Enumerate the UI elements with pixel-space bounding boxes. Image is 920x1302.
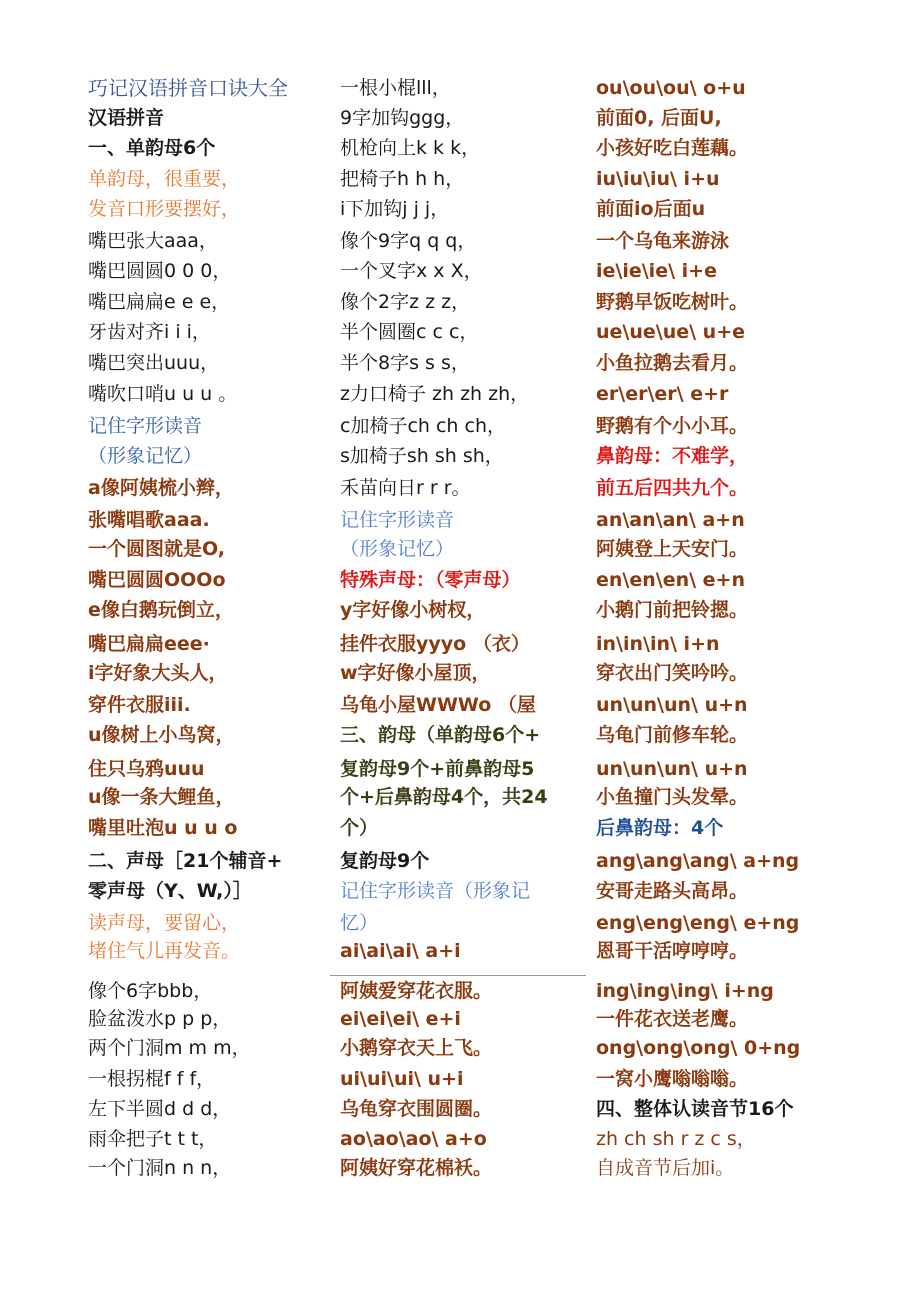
- col1-line: 嘴巴扁扁e e e，: [88, 291, 231, 313]
- col1-line: 单韵母，很重要，: [88, 168, 241, 190]
- col2-line: 机枪向上k k k，: [340, 137, 481, 159]
- col1-line: 嘴巴张大aaa，: [88, 230, 218, 252]
- col3-line: ong\ong\ong\ 0+ng: [596, 1037, 801, 1059]
- col2-line: 阿姨好穿花棉袄。: [340, 1157, 493, 1179]
- col2-line: 特殊声母：（零声母）: [340, 569, 521, 591]
- col3-line: an\an\an\ a+n: [596, 509, 745, 531]
- col1-line: 雨伞把子t t t，: [88, 1128, 218, 1150]
- col1-line: 汉语拼音: [88, 107, 165, 129]
- col1-line: 张嘴唱歌aaa.: [88, 509, 210, 531]
- col3-line: 后鼻韵母：4个: [596, 817, 724, 839]
- col2-line: ei\ei\ei\ e+i: [340, 1008, 461, 1030]
- col1-line: 一个圆图就是O,: [88, 538, 225, 560]
- col2-line: y字好像小树杈，: [340, 599, 486, 621]
- col3-line: 乌龟门前修车轮。: [596, 724, 749, 746]
- col1-line: 牙齿对齐i i i，: [88, 321, 211, 343]
- col3-line: 穿衣出门笑吟吟。: [596, 662, 749, 684]
- col3-line: 阿姨登上天安门。: [596, 538, 749, 560]
- col2-line: ao\ao\ao\ a+o: [340, 1128, 487, 1150]
- col3-line: in\in\in\ i+n: [596, 633, 720, 655]
- col3-line: 野鹅早饭吃树叶。: [596, 291, 749, 313]
- col2-line: 记住字形读音（形象记: [340, 880, 531, 902]
- col1-line: 记住字形读音: [88, 415, 203, 437]
- col3-line: un\un\un\ u+n: [596, 758, 748, 780]
- col3-line: 一件花衣送老鹰。: [596, 1008, 749, 1030]
- col3-line: 安哥走路头高昂。: [596, 880, 749, 902]
- col2-line: 挂件衣服yyyo （衣）: [340, 633, 530, 655]
- col3-line: 小鹅门前把铃摁。: [596, 599, 749, 621]
- col3-line: iu\iu\iu\ i+u: [596, 168, 720, 190]
- col2-line: 个+后鼻韵母4个，共24: [340, 786, 548, 808]
- col2-line: 半个8字s s s，: [340, 352, 470, 374]
- col1-line: 零声母（Y、W,）］: [88, 880, 252, 902]
- col1-line: 像个6字bbb，: [88, 980, 213, 1002]
- col2-line: 像个2字z z z，: [340, 291, 471, 313]
- col1-line: 嘴巴圆圆0 0 0，: [88, 260, 232, 282]
- col2-line: 小鹅穿衣天上飞。: [340, 1037, 493, 1059]
- col1-line: 嘴吹口哨u u u 。: [88, 383, 238, 405]
- col1-line: u像树上小鸟窝，: [88, 724, 235, 746]
- col1-line: 嘴里吐泡u u u o: [88, 817, 238, 839]
- col3-line: en\en\en\ e+n: [596, 569, 746, 591]
- col2-line: z力口椅子 zh zh zh，: [340, 383, 530, 405]
- col3-line: 四、整体认读音节16个: [596, 1098, 794, 1120]
- col1-line: 一个门洞n n n，: [88, 1157, 232, 1179]
- col1-line: e像白鹅玩倒立，: [88, 599, 234, 621]
- col2-line: 乌龟穿衣围圆圈。: [340, 1098, 493, 1120]
- col3-line: 鼻韵母：不难学，: [596, 445, 749, 467]
- col3-line: ie\ie\ie\ i+e: [596, 260, 717, 282]
- col2-line: 忆）: [340, 912, 379, 934]
- col2-line: 记住字形读音: [340, 509, 455, 531]
- col1-line: 发音口形要摆好，: [88, 198, 241, 220]
- col1-line: 一根拐棍f f f，: [88, 1068, 216, 1090]
- col1-line: u像一条大鲤鱼，: [88, 786, 235, 808]
- col2-line: 像个9字q q q，: [340, 230, 477, 252]
- col1-line: i字好象大头人，: [88, 662, 228, 684]
- col3-line: zh ch sh r z c s，: [596, 1128, 756, 1150]
- col2-line: 三、韵母（单韵母6个+: [340, 724, 541, 746]
- col1-line: （形象记忆）: [88, 445, 203, 467]
- col3-line: 一个乌龟来游泳: [596, 230, 730, 252]
- col2-line: （形象记忆）: [340, 538, 455, 560]
- col1-line: 嘴巴圆圆OOOo: [88, 569, 226, 591]
- col3-line: 前面0, 后面U,: [596, 107, 722, 129]
- col2-line: ui\ui\ui\ u+i: [340, 1068, 464, 1090]
- col3-line: 一窝小鹰嗡嗡嗡。: [596, 1068, 749, 1090]
- col1-line: 读声母，要留心，: [88, 912, 241, 934]
- col1-line: 两个门洞m m m，: [88, 1037, 251, 1059]
- col2-line: 个）: [340, 817, 379, 839]
- col2-line: i下加钩j j j，: [340, 198, 450, 220]
- col1-line: a像阿姨梳小辫，: [88, 477, 234, 499]
- col3-line: 小鱼撞门头发晕。: [596, 786, 749, 808]
- col2-line: 复韵母9个: [340, 850, 430, 872]
- col2-line: 乌龟小屋WWWo （屋: [340, 694, 536, 716]
- col2-line: 复韵母9个+前鼻韵母5: [340, 758, 535, 780]
- col3-line: 小孩好吃白莲藕。: [596, 137, 749, 159]
- col2-line: s加椅子sh sh sh，: [340, 445, 504, 467]
- col1-line: 巧记汉语拼音口诀大全: [88, 76, 288, 100]
- col3-line: ue\ue\ue\ u+e: [596, 321, 746, 343]
- col1-line: 堵住气儿再发音。: [88, 940, 241, 962]
- col1-line: 二、声母［21个辅音+: [88, 850, 283, 872]
- col2-line: 禾苗向日r r r。: [340, 477, 471, 499]
- col3-line: eng\eng\eng\ e+ng: [596, 912, 800, 934]
- col3-line: ang\ang\ang\ a+ng: [596, 850, 800, 872]
- col2-line: 9字加钩ggg，: [340, 107, 465, 129]
- col2-line: c加椅子ch ch ch，: [340, 415, 506, 437]
- col3-line: er\er\er\ e+r: [596, 383, 729, 405]
- col3-line: 自成音节后加i。: [596, 1157, 735, 1179]
- divider-line: [330, 975, 586, 976]
- col3-line: 野鹅有个小小耳。: [596, 415, 749, 437]
- col3-line: 前面io后面u: [596, 198, 706, 220]
- col2-line: ai\ai\ai\ a+i: [340, 940, 461, 962]
- col1-line: 左下半圆d d d，: [88, 1098, 232, 1120]
- col3-line: 小鱼拉鹅去看月。: [596, 352, 749, 374]
- col1-line: 一、单韵母6个: [88, 137, 216, 159]
- col2-line: 把椅子h h h，: [340, 168, 465, 190]
- col3-line: 前五后四共九个。: [596, 477, 749, 499]
- col1-line: 嘴巴突出uuu，: [88, 352, 220, 374]
- col1-line: 穿件衣服iii.: [88, 694, 191, 716]
- col2-line: 一根小棍lll，: [340, 77, 451, 99]
- col3-line: ing\ing\ing\ i+ng: [596, 980, 774, 1002]
- col2-line: 阿姨爱穿花衣服。: [340, 980, 493, 1002]
- col1-line: 住只乌鸦uuu: [88, 758, 205, 780]
- col3-line: un\un\un\ u+n: [596, 694, 748, 716]
- col2-line: 一个叉字x x X，: [340, 260, 483, 282]
- col3-line: ou\ou\ou\ o+u: [596, 77, 746, 99]
- col1-line: 脸盆泼水p p p，: [88, 1008, 232, 1030]
- col1-line: 嘴巴扁扁eee·: [88, 633, 210, 655]
- col2-line: w字好像小屋顶，: [340, 662, 491, 684]
- col3-line: 恩哥干活哼哼哼。: [596, 940, 749, 962]
- col2-line: 半个圆圈c c c，: [340, 321, 479, 343]
